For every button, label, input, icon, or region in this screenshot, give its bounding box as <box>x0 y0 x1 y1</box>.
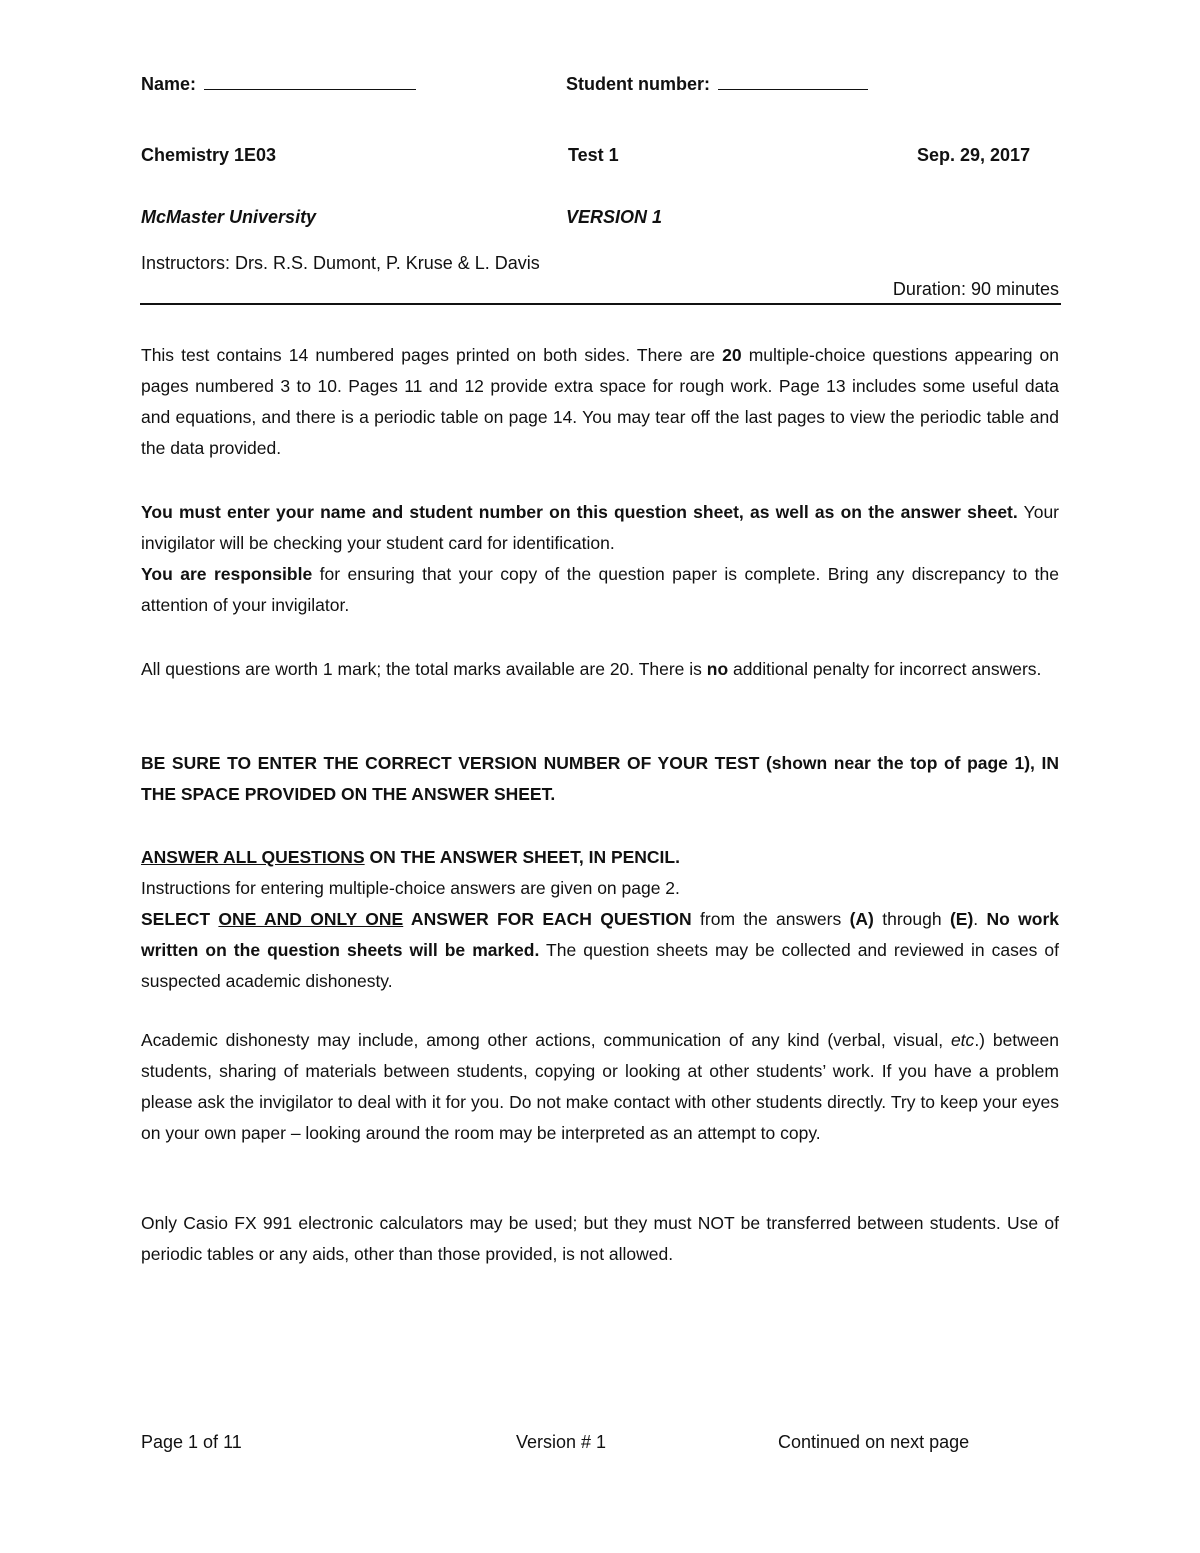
university-name: McMaster University <box>141 207 317 227</box>
answer-instructions: ANSWER ALL QUESTIONS ON THE ANSWER SHEET, IN PENCIL. Instructions for entering multiple-choice answers are given on page 2. SELECT ONE AND ONLY ONE ANSWER FOR EACH QUESTION from the answers (A) through (E). No work written on the question sheets will be marked. The question sheets may be collected and reviewed in cases of suspected academic dishonesty. <box>141 847 1060 991</box>
academic-dishonesty-paragraph: Academic dishonesty may include, among other actions, communication of any kind (verbal, visual, etc.) between students, sharing of materials between students, copying or looking at other students’ work. If you have a problem please ask the invigilator to deal with it for you. Do not make contact with other students directly. Try to keep your eyes on your own paper – looking around the room may be interpreted as an attempt to copy. <box>141 1030 1059 1143</box>
student-number-label: Student number: <box>566 74 710 94</box>
name-blank <box>204 75 416 90</box>
intro-paragraph: This test contains 14 numbered pages printed on both sides. There are 20 multiple-choice questions appearing on pages numbered 3 to 10. Pages 11 and 12 provide extra space for rough work. Page 13 includes some useful data and equations, and there is a periodic table on page 14. You may tear off the last pages to view the periodic table and the data provided. <box>141 345 1059 458</box>
version-label: VERSION 1 <box>566 207 663 227</box>
test-date: Sep. 29, 2017 <box>917 145 1031 165</box>
course-code: Chemistry 1E03 <box>141 145 277 165</box>
footer-version: Version # 1 <box>516 1432 607 1452</box>
continued-note: Continued on next page <box>778 1432 970 1452</box>
student-number-blank <box>718 75 868 90</box>
header-divider <box>140 303 1061 305</box>
page-number: Page 1 of 11 <box>141 1432 242 1452</box>
marks-paragraph: All questions are worth 1 mark; the total marks available are 20. There is no additional penalty for incorrect answers. <box>141 659 1042 679</box>
name-label: Name: <box>141 74 197 94</box>
name-line <box>141 74 416 95</box>
instructors: Instructors: Drs. R.S. Dumont, P. Kruse & L. Davis <box>141 253 540 273</box>
identification-paragraph: You must enter your name and student number on this question sheet, as well as on the answer sheet. Your invigilator will be checking your student card for identification. You are responsible for ensuring that your copy of the question paper is complete. Bring any discrepancy to the attention of your invigilator. <box>141 502 1060 615</box>
student-number-line <box>566 74 868 95</box>
test-label: Test 1 <box>568 145 619 165</box>
calculator-paragraph: Only Casio FX 991 electronic calculators may be used; but they must NOT be transferred between students. Use of periodic tables or any aids, other than those provided, is not allowed. <box>141 1213 1059 1264</box>
duration: Duration: 90 minutes <box>892 279 1059 299</box>
version-warning: BE SURE TO ENTER THE CORRECT VERSION NUMBER OF YOUR TEST (shown near the top of page 1), IN THE SPACE PROVIDED ON THE ANSWER SHEET. <box>141 753 1059 804</box>
